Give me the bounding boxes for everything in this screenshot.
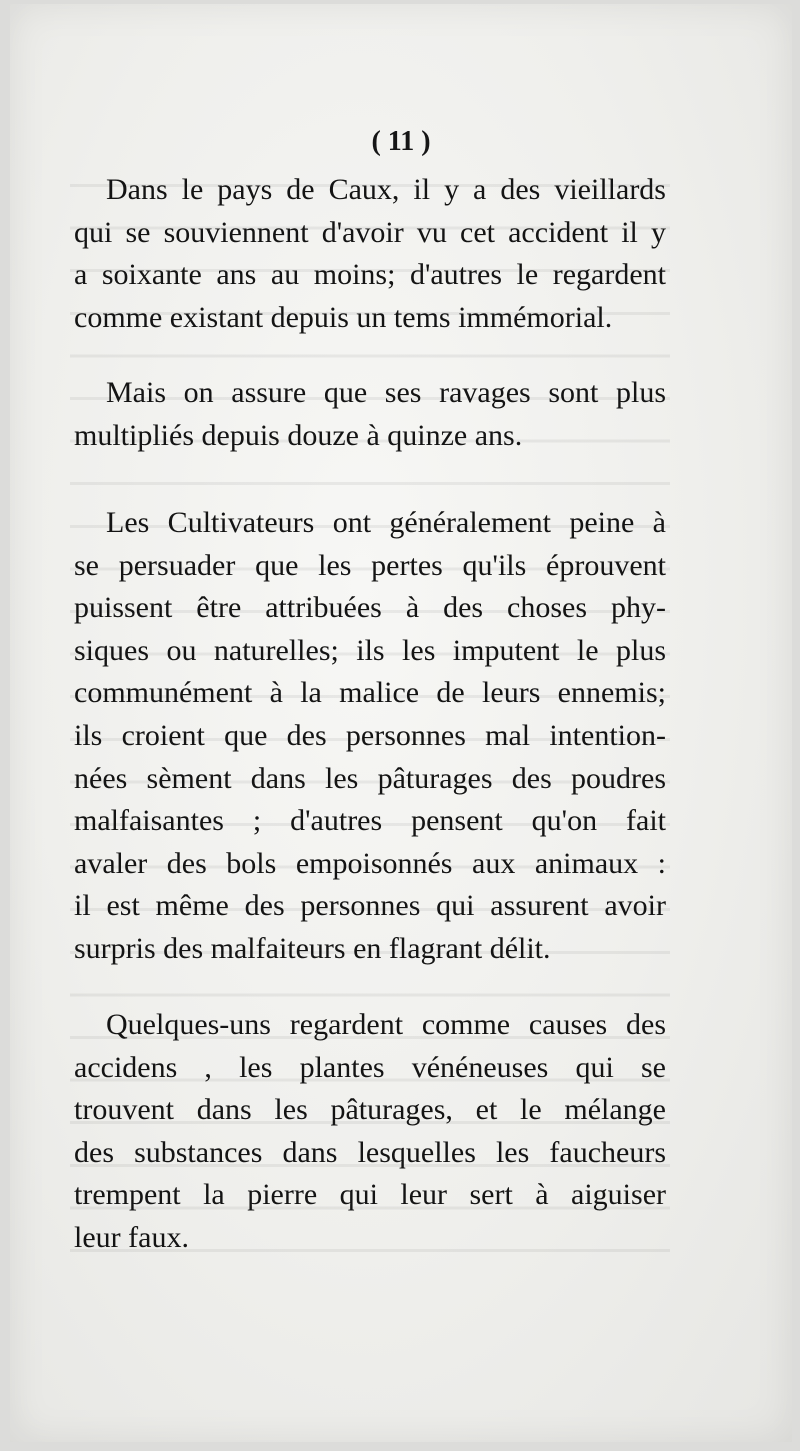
- text-line: ils croient que des personnes mal intention-: [74, 718, 666, 752]
- text-line: trempent la pierre qui leur sert à aiguiser: [74, 1178, 666, 1212]
- page-number: ( 11 ): [371, 126, 431, 157]
- text-line: Les Cultivateurs ont généralement peine à: [106, 506, 666, 539]
- text-line: trouvent dans les pâturages, et le mélange: [74, 1093, 666, 1127]
- text-line: a soixante ans au moins; d'autres le regardent: [74, 258, 666, 292]
- text-line: comme existant depuis un tems immémorial.: [74, 300, 613, 334]
- paragraph-1: [74, 169, 666, 339]
- text-line: il est même des personnes qui assurent avoir: [74, 889, 666, 923]
- text-line: accidens , les plantes vénéneuses qui se: [74, 1050, 666, 1084]
- text-line: puissent être attribuées à des choses phy-: [74, 591, 666, 625]
- text-line: communément à la malice de leurs ennemis;: [74, 676, 666, 710]
- text-line: Dans le pays de Caux, il y a des vieillards: [106, 173, 666, 206]
- text-line: malfaisantes ; d'autres pensent qu'on fait: [74, 804, 666, 838]
- text-line: nées sèment dans les pâturages des poudres: [74, 761, 666, 795]
- paragraph-2: [74, 372, 666, 457]
- text-line: avaler des bols empoisonnés aux animaux :: [74, 846, 666, 880]
- text-line: multipliés depuis douze à quinze ans.: [74, 418, 523, 452]
- text-line: qui se souviennent d'avoir vu cet accident il y: [74, 215, 666, 249]
- book-page: [10, 4, 792, 1442]
- paragraph-4: [74, 1004, 666, 1260]
- text-line: des substances dans lesquelles les faucheurs: [74, 1135, 666, 1169]
- paragraph-3: [74, 502, 666, 971]
- text-line: surpris des malfaiteurs en flagrant délit.: [74, 931, 551, 965]
- text-line: Mais on assure que ses ravages sont plus: [106, 376, 666, 409]
- text-line: se persuader que les pertes qu'ils éprouvent: [74, 548, 666, 582]
- text-line: Quelques-uns regardent comme causes des: [106, 1008, 666, 1041]
- text-line: siques ou naturelles; ils les imputent le plus: [74, 633, 666, 667]
- text-line: leur faux.: [74, 1220, 189, 1254]
